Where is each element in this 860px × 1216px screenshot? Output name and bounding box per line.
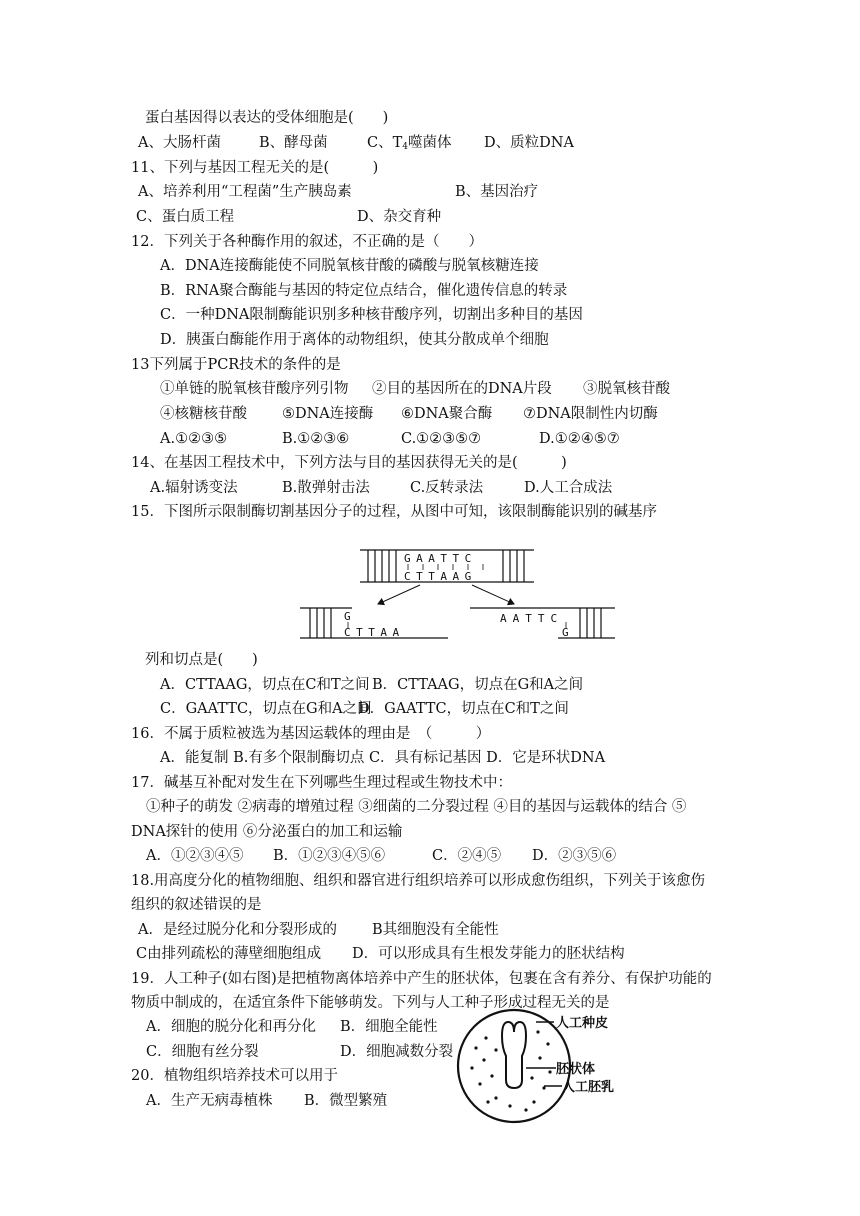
- q11-option-d: D、杂交育种: [357, 209, 442, 225]
- q12-option-d: D．胰蛋白酶能作用于离体的动物组织，使其分散成单个细胞: [160, 332, 549, 348]
- q15-option-b: B．CTTAAG，切点在G和A之间: [372, 677, 584, 693]
- q17-option-b: B．①②③④⑤⑥: [273, 848, 386, 864]
- q13-item-6: ⑥DNA聚合酶: [401, 406, 493, 422]
- q11-option-a: A、培养利用“工程菌”生产胰岛素: [138, 184, 352, 200]
- q13-item-1: ①单链的脱氧核苷酸序列引物: [160, 381, 349, 397]
- q15-option-d: D．GAATTC，切点在C和T之间: [358, 701, 569, 717]
- q15-stem: 15．下图所示限制酶切割基因分子的过程，从图中可知，该限制酶能识别的碱基序: [131, 504, 657, 520]
- q10-option-a: A、大肠杆菌: [138, 135, 221, 151]
- q20-option-a: A．生产无病毒植株: [146, 1093, 273, 1109]
- right-fragment-bottom: G: [562, 626, 569, 639]
- top-strand-sequence: GAATTC: [404, 552, 477, 565]
- q13-item-4: ④核糖核苷酸: [160, 406, 247, 422]
- q16-options: A．能复制 B.有多个限制酶切点 C．具有标记基因 D．它是环状DNA: [160, 750, 606, 766]
- q12-option-c: C．一种DNA限制酶能识别多种核苷酸序列，切割出多种目的基因: [160, 307, 583, 323]
- q19-option-b: B．细胞全能性: [340, 1019, 438, 1035]
- q13-stem: 13下列属于PCR技术的条件的是: [131, 357, 341, 373]
- q13-option-a: A.①②③⑤: [160, 431, 228, 447]
- q13-item-2: ②目的基因所在的DNA片段: [372, 381, 552, 397]
- q18-option-c: C由排列疏松的薄壁细胞组成: [136, 946, 322, 962]
- q11-stem: 11、下列与基因工程无关的是( ): [131, 160, 379, 176]
- arrow-left: [378, 585, 420, 604]
- q12-option-a: A．DNA连接酶能使不同脱氧核苷酸的磷酸与脱氧核糖连接: [160, 258, 539, 274]
- q20-option-b: B．微型繁殖: [304, 1093, 388, 1109]
- q17-option-d: D．②③⑤⑥: [532, 848, 617, 864]
- q14-stem: 14、在基因工程技术中，下列方法与目的基因获得无关的是( ): [131, 455, 567, 471]
- q14-option-d: D.人工合成法: [524, 480, 613, 496]
- q18-option-b: B其细胞没有全能性: [372, 922, 499, 938]
- label-seed-coat: 人工种皮: [556, 1016, 609, 1031]
- embryoid-shape: [502, 1022, 526, 1088]
- right-fragment-top: AATTC: [500, 612, 564, 625]
- left-fragment-top: G: [344, 610, 351, 623]
- q18-stem-continued: 组织的叙述错误的是: [131, 897, 262, 913]
- q17-option-a: A．①②③④⑤: [146, 848, 244, 864]
- q17-items: ①种子的萌发 ②病毒的增殖过程 ③细菌的二分裂过程 ④目的基因与运载体的结合 ⑤: [146, 799, 687, 815]
- q13-item-7: ⑦DNA限制性内切酶: [523, 406, 658, 422]
- q14-option-a: A.辐射诱变法: [150, 480, 238, 496]
- q13-option-d: D.①②④⑤⑦: [539, 431, 620, 447]
- q15-stem-continued: 列和切点是( ): [145, 652, 258, 668]
- q10-option-c: [367, 133, 452, 157]
- label-embryoid: 胚状体: [556, 1062, 596, 1077]
- q10-option-d: D、质粒DNA: [484, 135, 574, 151]
- q13-item-3: ③脱氧核苷酸: [583, 381, 670, 397]
- q20-stem: 20．植物组织培养技术可以用于: [131, 1068, 338, 1084]
- q19-option-c: C．细胞有丝分裂: [146, 1044, 259, 1060]
- q12-option-b: B．RNA聚合酶能与基因的特定位点结合，催化遗传信息的转录: [160, 283, 568, 299]
- q11-option-c: C、蛋白质工程: [136, 209, 235, 225]
- q17-option-c: C．②④⑤: [432, 848, 502, 864]
- q18-option-d: D．可以形成具有生根发芽能力的胚状结构: [352, 946, 625, 962]
- q18-stem: 18.用高度分化的植物细胞、组织和器官进行组织培养可以形成愈伤组织，下列关于该愈伤: [131, 873, 706, 889]
- arrow-right: [472, 585, 514, 604]
- q10-option-b: B、酵母菌: [259, 135, 328, 151]
- q17-stem: 17．碱基互补配对发生在下列哪些生理过程或生物技术中：: [131, 775, 512, 791]
- q15-option-a: A．CTTAAG，切点在C和T之间: [160, 677, 370, 693]
- q10-option-c-sub: 4: [402, 142, 409, 152]
- q16-stem: 16．不属于质粒被选为基因运载体的理由是 （ ）: [131, 726, 491, 742]
- q17-items-continued: DNA探针的使用 ⑥分泌蛋白的加工和运输: [131, 824, 403, 840]
- q11-option-b: B、基因治疗: [455, 184, 539, 200]
- q10-option-c-post: 噬菌体: [408, 135, 452, 151]
- q19-option-a: A．细胞的脱分化和再分化: [146, 1019, 316, 1035]
- q19-stem: 19．人工种子(如右图)是把植物离体培养中产生的胚状体，包裹在含有养分、有保护功能的: [131, 971, 712, 987]
- bottom-strand-sequence: CTTAAG: [404, 570, 477, 583]
- q14-option-b: B.散弹射击法: [282, 480, 370, 496]
- left-fragment-bottom: CTTAA: [344, 626, 405, 639]
- q14-option-c: C.反转录法: [410, 480, 484, 496]
- q13-option-b: B.①②③⑥: [282, 431, 350, 447]
- label-endosperm: 人工胚乳: [562, 1080, 615, 1095]
- q15-option-c: C．GAATTC，切点在G和A之间: [160, 701, 372, 717]
- q10-option-c-pre: C、T: [367, 135, 403, 151]
- q13-option-c: C.①②③⑤⑦: [401, 431, 482, 447]
- q13-item-5: ⑤DNA连接酶: [282, 406, 374, 422]
- q19-stem-continued: 物质中制成的，在适宜条件下能够萌发。下列与人工种子形成过程无关的是: [131, 995, 610, 1011]
- q18-option-a: A．是经过脱分化和分裂形成的: [138, 922, 337, 938]
- restriction-enzyme-figure: [290, 542, 620, 650]
- q12-stem: 12．下列关于各种酶作用的叙述，不正确的是（ ）: [131, 234, 483, 250]
- q10-stem: 蛋白基因得以表达的受体细胞是( ): [145, 110, 389, 126]
- q19-option-d: D．细胞减数分裂: [340, 1044, 454, 1060]
- artificial-seed-figure: [452, 1002, 632, 1128]
